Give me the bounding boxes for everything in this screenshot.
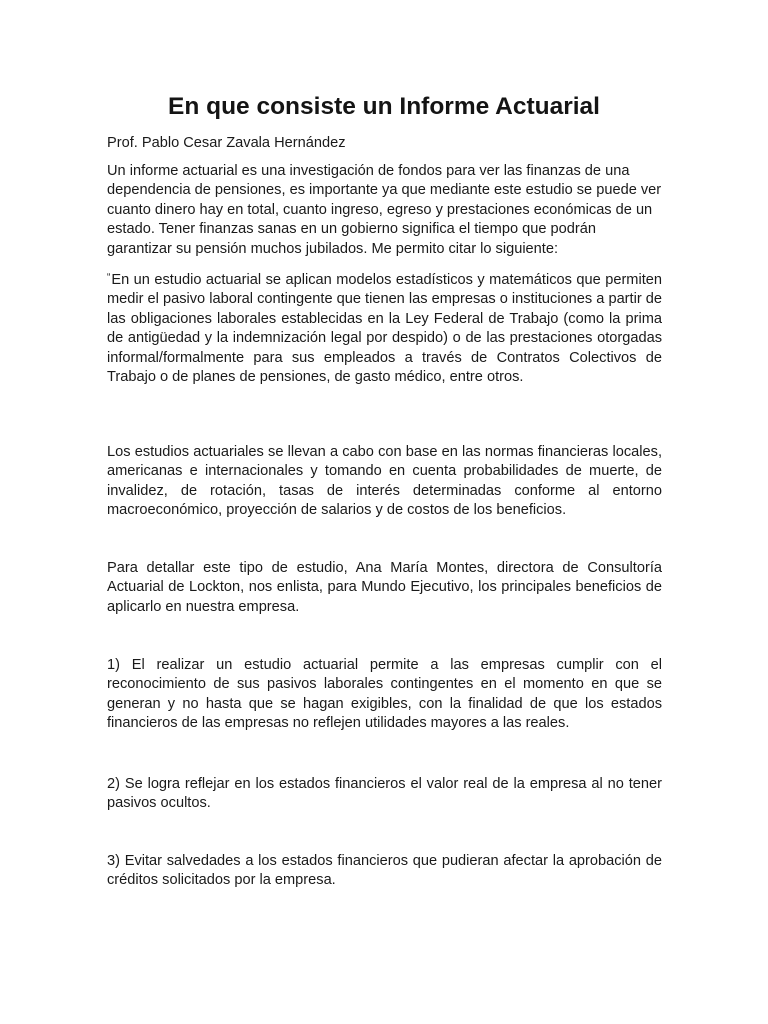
paragraph-intro: Un informe actuarial es una investigación de fondos para ver las finanzas de una dependencia de pensiones, es importante ya que mediante este estudio se puede ver cuanto dinero hay en total, cuanto ingreso, egreso y prestaciones económicas de un estado. Tener finanzas sanas en un gobierno significa el tiempo que podrán garantizar su pensión muchos jubilados. Me permito citar lo siguiente: [107,163,662,257]
document-title: En que consiste un Informe Actuarial [167,93,600,120]
quote-text: En un estudio actuarial se aplican modelos estadísticos y matemáticos que permiten medir el pasivo laboral contingente que tienen las empresas o instituciones a partir de las obligaciones laborales establecidas en la Ley Federal de Trabajo (como la prima de antigüedad y la indemnización legal por despido) o de las prestaciones otorgadas informal/formalmente para sus empleados a través de Contratos Colectivos de Trabajo o de planes de pensiones, de gasto médico, entre otros. [107,272,662,386]
benefit-item-2: 2) Se logra reflejar en los estados financieros el valor real de la empresa al no tener pasivos ocultos. [107,776,662,812]
paragraph-detail: Para detallar este tipo de estudio, Ana María Montes, directora de Consultoría Actuarial de Lockton, nos enlista, para Mundo Ejecutivo, los principales beneficios de aplicarlo en nuestra empresa. [107,560,662,615]
paragraph-quote [107,268,662,387]
benefit-item-3: 3) Evitar salvedades a los estados financieros que pudieran afectar la aprobación de créditos solicitados por la empresa. [107,853,662,889]
benefit-item-1: 1) El realizar un estudio actuarial permite a las empresas cumplir con el reconocimiento de sus pasivos laborales contingentes en el momento en que se generan y no hasta que se hagan exigibles, con la finalidad de que los estados financieros de las empresas no reflejen utilidades mayores a las reales. [107,657,662,732]
document-author: Prof. Pablo Cesar Zavala Hernández [107,135,346,151]
paragraph-studies: Los estudios actuariales se llevan a cabo con base en las normas financieras locales, americanas e internacionales y tomando en cuenta probabilidades de muerte, de invalidez, de rotación, tasas de interés determinadas conforme al entorno macroeconómico, proyección de salarios y de costos de los beneficios. [107,444,662,519]
open-quote-mark: “ [107,272,111,283]
